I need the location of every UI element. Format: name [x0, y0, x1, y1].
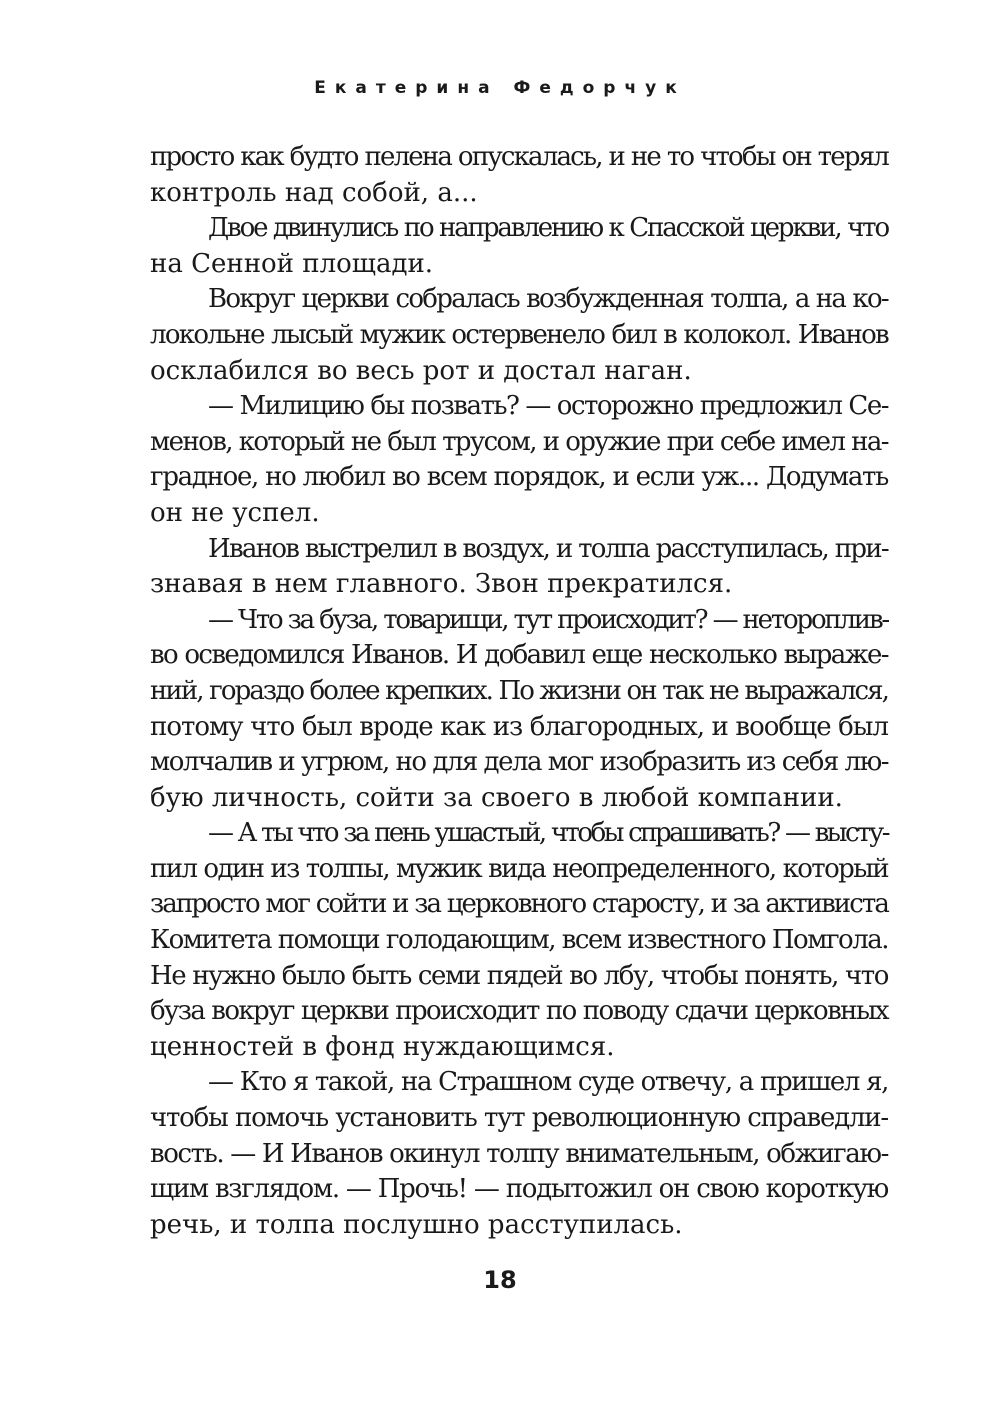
text-line: Вокруг церкви собралась возбужденная толпа, а на ко- [208, 284, 888, 315]
text-line: молчалив и угрюм, но для дела мог изобразить из себя лю- [150, 747, 888, 778]
text-line: — Кто я такой, на Страшном суде отвечу, а пришел я, [208, 1067, 888, 1098]
text-line: — А ты что за пень ушастый, чтобы спрашивать? — высту- [208, 818, 888, 849]
text-line: менов, который не был трусом, и оружие при себе имел на- [150, 426, 888, 457]
text-line: Двое двинулись по направлению к Спасской церкви, что [208, 213, 888, 244]
text-line: пил один из толпы, мужик вида неопределенного, который [150, 853, 888, 884]
text-line: вость. — И Иванов окинул толпу внимательным, обжигаю- [150, 1138, 888, 1169]
text-line: ценностей в фонд нуждающимся. [150, 1031, 615, 1062]
text-line: речь, и толпа послушно расступилась. [150, 1209, 683, 1240]
text-line: буза вокруг церкви происходит по поводу сдачи церковных [150, 996, 888, 1027]
text-line: бую личность, сойти за своего в любой компании. [150, 782, 843, 813]
text-line: просто как будто пелена опускалась, и не то чтобы он терял [150, 142, 888, 172]
body-text [150, 140, 888, 1243]
text-line: на Сенной площади. [150, 248, 434, 279]
text-line: Не нужно было быть семи пядей во лбу, чтобы понять, что [150, 960, 888, 991]
text-line: потому что был вроде как из благородных, и вообще был [150, 711, 888, 742]
text-line: — Что за буза, товарищи, тут происходит? — нетороплив- [208, 604, 888, 635]
text-line: осклабился во весь рот и достал наган. [150, 355, 692, 386]
text-line: ний, гораздо более крепких. По жизни он так не выражался, [150, 675, 888, 706]
text-line: он не успел. [150, 497, 320, 528]
text-line: градное, но любил во всем порядок, и если уж... Додумать [150, 462, 888, 493]
text-line: во осведомился Иванов. И добавил еще несколько выраже- [150, 640, 888, 671]
text-line: — Милицию бы позвать? — осторожно предложил Се- [208, 391, 888, 422]
text-line: Иванов выстрелил в воздух, и толпа расступилась, при- [208, 533, 888, 564]
page-number: 18 [483, 1266, 517, 1294]
text-line: запросто мог сойти и за церковного старосту, и за активиста [150, 889, 888, 920]
text-line: знавая в нем главного. Звон прекратился. [150, 569, 733, 600]
text-line: локольне лысый мужик остервенело бил в колокол. Иванов [150, 319, 888, 350]
running-head-author: Екатерина Федорчук [314, 78, 686, 98]
text-line: контроль над собой, а... [150, 177, 478, 208]
text-line: чтобы помочь установить тут революционную справедли- [150, 1103, 888, 1134]
text-line: Комитета помощи голодающим, всем известного Помгола. [150, 925, 888, 956]
text-line: щим взглядом. — Прочь! — подытожил он свою короткую [150, 1174, 888, 1205]
